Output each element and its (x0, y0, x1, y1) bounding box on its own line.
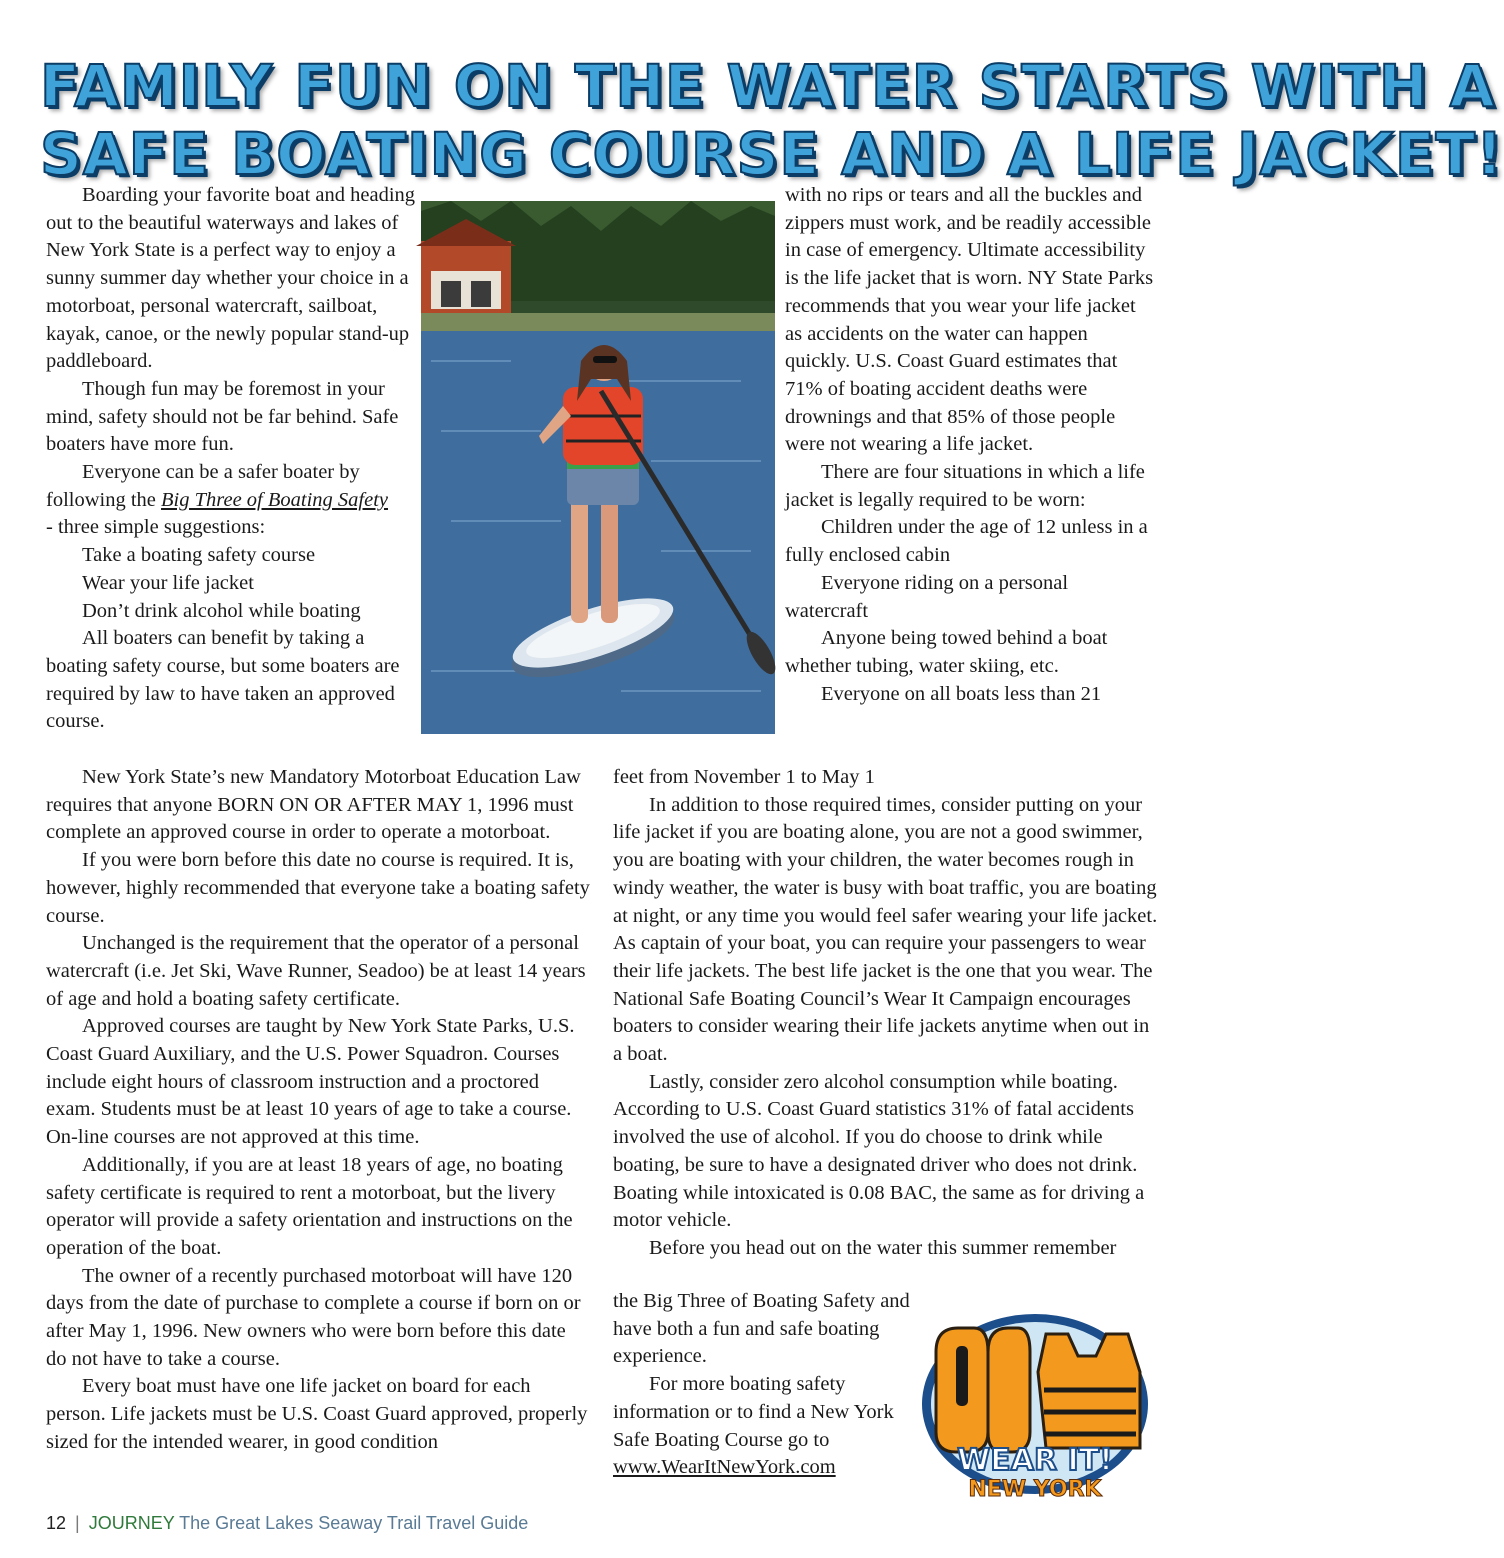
paragraph: Though fun may be foremost in your mind, safety should not be far behind. Safe boaters have more fun. (46, 377, 399, 456)
left-column-top (46, 182, 418, 736)
publication-subtitle: The Great Lakes Seaway Trail Travel Guide (179, 1513, 529, 1533)
list-item: Wear your life jacket (82, 571, 254, 594)
paragraph: The owner of a recently purchased motorboat will have 120 days from the date of purchase to complete a course if born on or after May 1, 1996. New owners who were born before this date do not have to take a course. (46, 1264, 581, 1370)
list-item: Anyone being towed behind a boat whether tubing, water skiing, etc. (785, 627, 1108, 677)
badge-title: WEAR IT! (957, 1443, 1113, 1478)
paragraph: Before you head out on the water this summer remember (649, 1236, 1117, 1259)
paragraph: with no rips or tears and all the buckles and zippers must work, and be readily accessible in case of emergency. Ultimate accessibility is the life jacket that is worn. NY State Parks recommends that you wear your life jacket as accidents on the water can happen quickly. U.S. Coast Guard estimates that 71% of boating accident deaths were drownings and that 85% of those people were not wearing a life jacket. (785, 184, 1154, 456)
publication-brand: JOURNEY (88, 1513, 175, 1533)
paragraph: Lastly, consider zero alcohol consumption while boating. According to U.S. Coast Guard statistics 31% of fatal accidents involved the use of alcohol. If you do choose to drink while boating, be sure to have a designated driver who does not drink. Boating while intoxicated is 0.08 BAC, the same as for driving a motor vehicle. (613, 1070, 1145, 1232)
paragraph (613, 1454, 913, 1482)
wearit-website-link[interactable]: www.WearItNewYork.com (613, 1456, 836, 1479)
badge-subtitle: NEW YORK (968, 1477, 1102, 1502)
life-jacket-icon (918, 1312, 1152, 1504)
list-item: Children under the age of 12 unless in a fully enclosed cabin (785, 516, 1148, 567)
paddleboard-photo (421, 201, 775, 734)
headline-line-1: FAMILY FUN ON THE WATER STARTS WITH A (40, 52, 1496, 120)
paragraph: Additionally, if you are at least 18 years of age, no boating safety certificate is required to rent a motorboat, but the livery operator will provide a safety orientation and instructions on the operation of the boat. (46, 1153, 573, 1259)
paragraph-text: Everyone can be a safer boater by following the (46, 461, 360, 511)
paddleboard-illustration (421, 201, 775, 734)
big-three-link[interactable]: Big Three of Boating Safety (161, 488, 388, 511)
right-column-end (613, 1288, 913, 1482)
paragraph: the Big Three of Boating Safety and have both a fun and safe boating experience. (613, 1290, 910, 1368)
page-headline (40, 52, 1504, 188)
paragraph: All boaters can benefit by taking a boating safety course, but some boaters are required by law to have taken an approved course. (46, 627, 400, 733)
footer-separator: | (75, 1513, 80, 1533)
left-column-bottom (46, 764, 591, 1457)
list-item: Everyone on all boats less than 21 (821, 682, 1102, 705)
paragraph: Approved courses are taught by New York State Parks, U.S. Coast Guard Auxiliary, and the U.S. Power Squadron. Courses include eight hours of classroom instruction and a proctored exam. Students must be at least 10 years of age to take a course. On-line courses are not approved at this time. (46, 1015, 575, 1149)
inflatable-vest-icon (936, 1328, 1030, 1452)
paragraph: - three simple suggestions: (46, 516, 266, 539)
wear-it-new-york-logo (918, 1312, 1152, 1504)
page-number: 12 (46, 1513, 67, 1533)
paragraph: Boarding your favorite boat and heading out to the beautiful waterways and lakes of New York State is a perfect way to enjoy a sunny summer day whether your choice in a motorboat, personal watercraft, sailboat, kayak, canoe, or the newly popular stand-up paddleboard. (46, 184, 416, 373)
list-item: Take a boating safety course (82, 544, 316, 567)
page-footer (46, 1513, 528, 1534)
paragraph: Unchanged is the requirement that the operator of a personal watercraft (i.e. Jet Ski, Wave Runner, Seadoo) be at least 14 years of age and hold a boating safety certificate. (46, 932, 586, 1010)
paragraph: If you were born before this date no course is required. It is, however, highly recommended that everyone take a boating safety course. (46, 849, 590, 927)
paragraph: New York State’s new Mandatory Motorboat Education Law requires that anyone BORN ON OR AFTER MAY 1, 1996 must complete an approved course in order to operate a motorboat. (46, 766, 581, 844)
right-column-bottom (613, 764, 1158, 1263)
headline-line-2: SAFE BOATING COURSE AND A LIFE JACKET! (40, 120, 1504, 188)
list-item: Everyone riding on a personal watercraft (785, 571, 1069, 622)
list-item: Don’t drink alcohol while boating (82, 599, 361, 622)
paragraph: Every boat must have one life jacket on board for each person. Life jackets must be U.S. Coast Guard approved, properly sized for the intended wearer, in good condition (46, 1375, 588, 1453)
right-column-top (785, 182, 1155, 708)
paragraph: There are four situations in which a life jacket is legally required to be worn: (785, 461, 1145, 511)
paragraph: For more boating safety information or to find a New York Safe Boating Course go to (613, 1373, 894, 1451)
paragraph (46, 459, 418, 514)
paragraph: In addition to those required times, consider putting on your life jacket if you are boating alone, you are not a good swimmer, you are boating with your children, the water becomes rough in windy weather, the water is busy with boat traffic, you are boating at night, or any time you would feel safer wearing your life jacket. As captain of your boat, you can require your passengers to wear their life jackets. The best life jacket is the one that you wear. The National Safe Boating Council’s Wear It Campaign encourages boaters to consider wearing their life jackets anytime when out in a boat. (613, 793, 1158, 1066)
paragraph: feet from November 1 to May 1 (613, 766, 875, 788)
